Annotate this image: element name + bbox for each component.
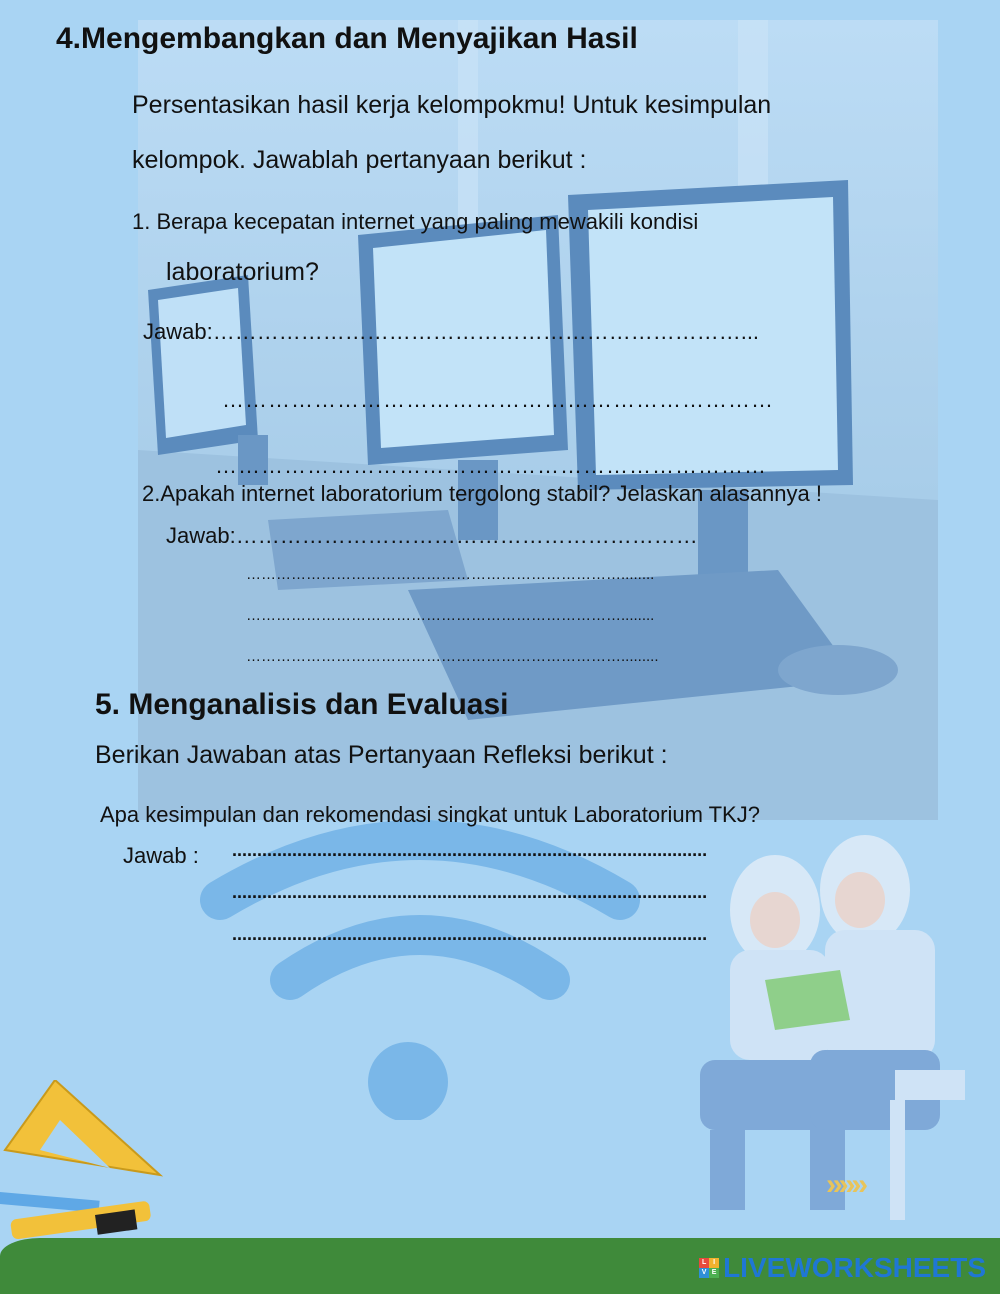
- wifi-icon: [200, 820, 640, 1120]
- chevrons-decoration: »»»: [826, 1168, 865, 1201]
- section-5-intro: Berikan Jawaban atas Pertanyaan Refleksi berikut :: [95, 741, 668, 769]
- section-5-answer-line-3[interactable]: ...............................................................................................: [232, 924, 708, 944]
- question-2-answer-line-2[interactable]: …………………………………………………………………........: [246, 566, 655, 583]
- ruler-pencil-decoration: [0, 1080, 170, 1260]
- section-5-answer-label: Jawab :: [123, 843, 199, 868]
- section-4-intro-line-2: kelompok. Jawablah pertanyaan berikut :: [132, 146, 587, 174]
- question-1-answer-field[interactable]: Jawab:………………………………………………………………...: [143, 319, 760, 344]
- question-2-answer-line-4[interactable]: ………………………………………………………………….........: [246, 648, 659, 665]
- question-2-answer-line-3[interactable]: …………………………………………………………………........: [246, 607, 655, 624]
- question-2: 2.Apakah internet laboratorium tergolong stabil? Jelaskan alasannya !: [142, 481, 822, 506]
- question-1-answer-line-2[interactable]: ………………………………………………………………: [222, 387, 774, 412]
- question-1-answer-line-3[interactable]: ………………………………………………………………: [215, 453, 767, 478]
- section-5-answer-line-2[interactable]: ...............................................................................................: [232, 882, 708, 902]
- question-2-answer-field[interactable]: Jawab:………………………………………………………: [166, 523, 698, 548]
- question-1-line-1: 1. Berapa kecepatan internet yang paling mewakili kondisi: [132, 209, 699, 234]
- liveworksheets-logo[interactable]: [699, 1252, 986, 1284]
- liveworksheets-logo-icon: L I V E: [699, 1258, 719, 1278]
- section-5-answer-line-1[interactable]: ...............................................................................................: [232, 840, 708, 860]
- section-4-intro-line-1: Persentasikan hasil kerja kelompokmu! Untuk kesimpulan: [132, 91, 772, 119]
- section-5-question: Apa kesimpulan dan rekomendasi singkat untuk Laboratorium TKJ?: [100, 802, 760, 827]
- section-4-title: 4.Mengembangkan dan Menyajikan Hasil: [56, 22, 638, 55]
- section-5-title: 5. Menganalisis dan Evaluasi: [95, 688, 509, 721]
- liveworksheets-brand-text: LIVEWORKSHEETS: [723, 1252, 986, 1283]
- question-1-line-2: laboratorium?: [166, 258, 319, 286]
